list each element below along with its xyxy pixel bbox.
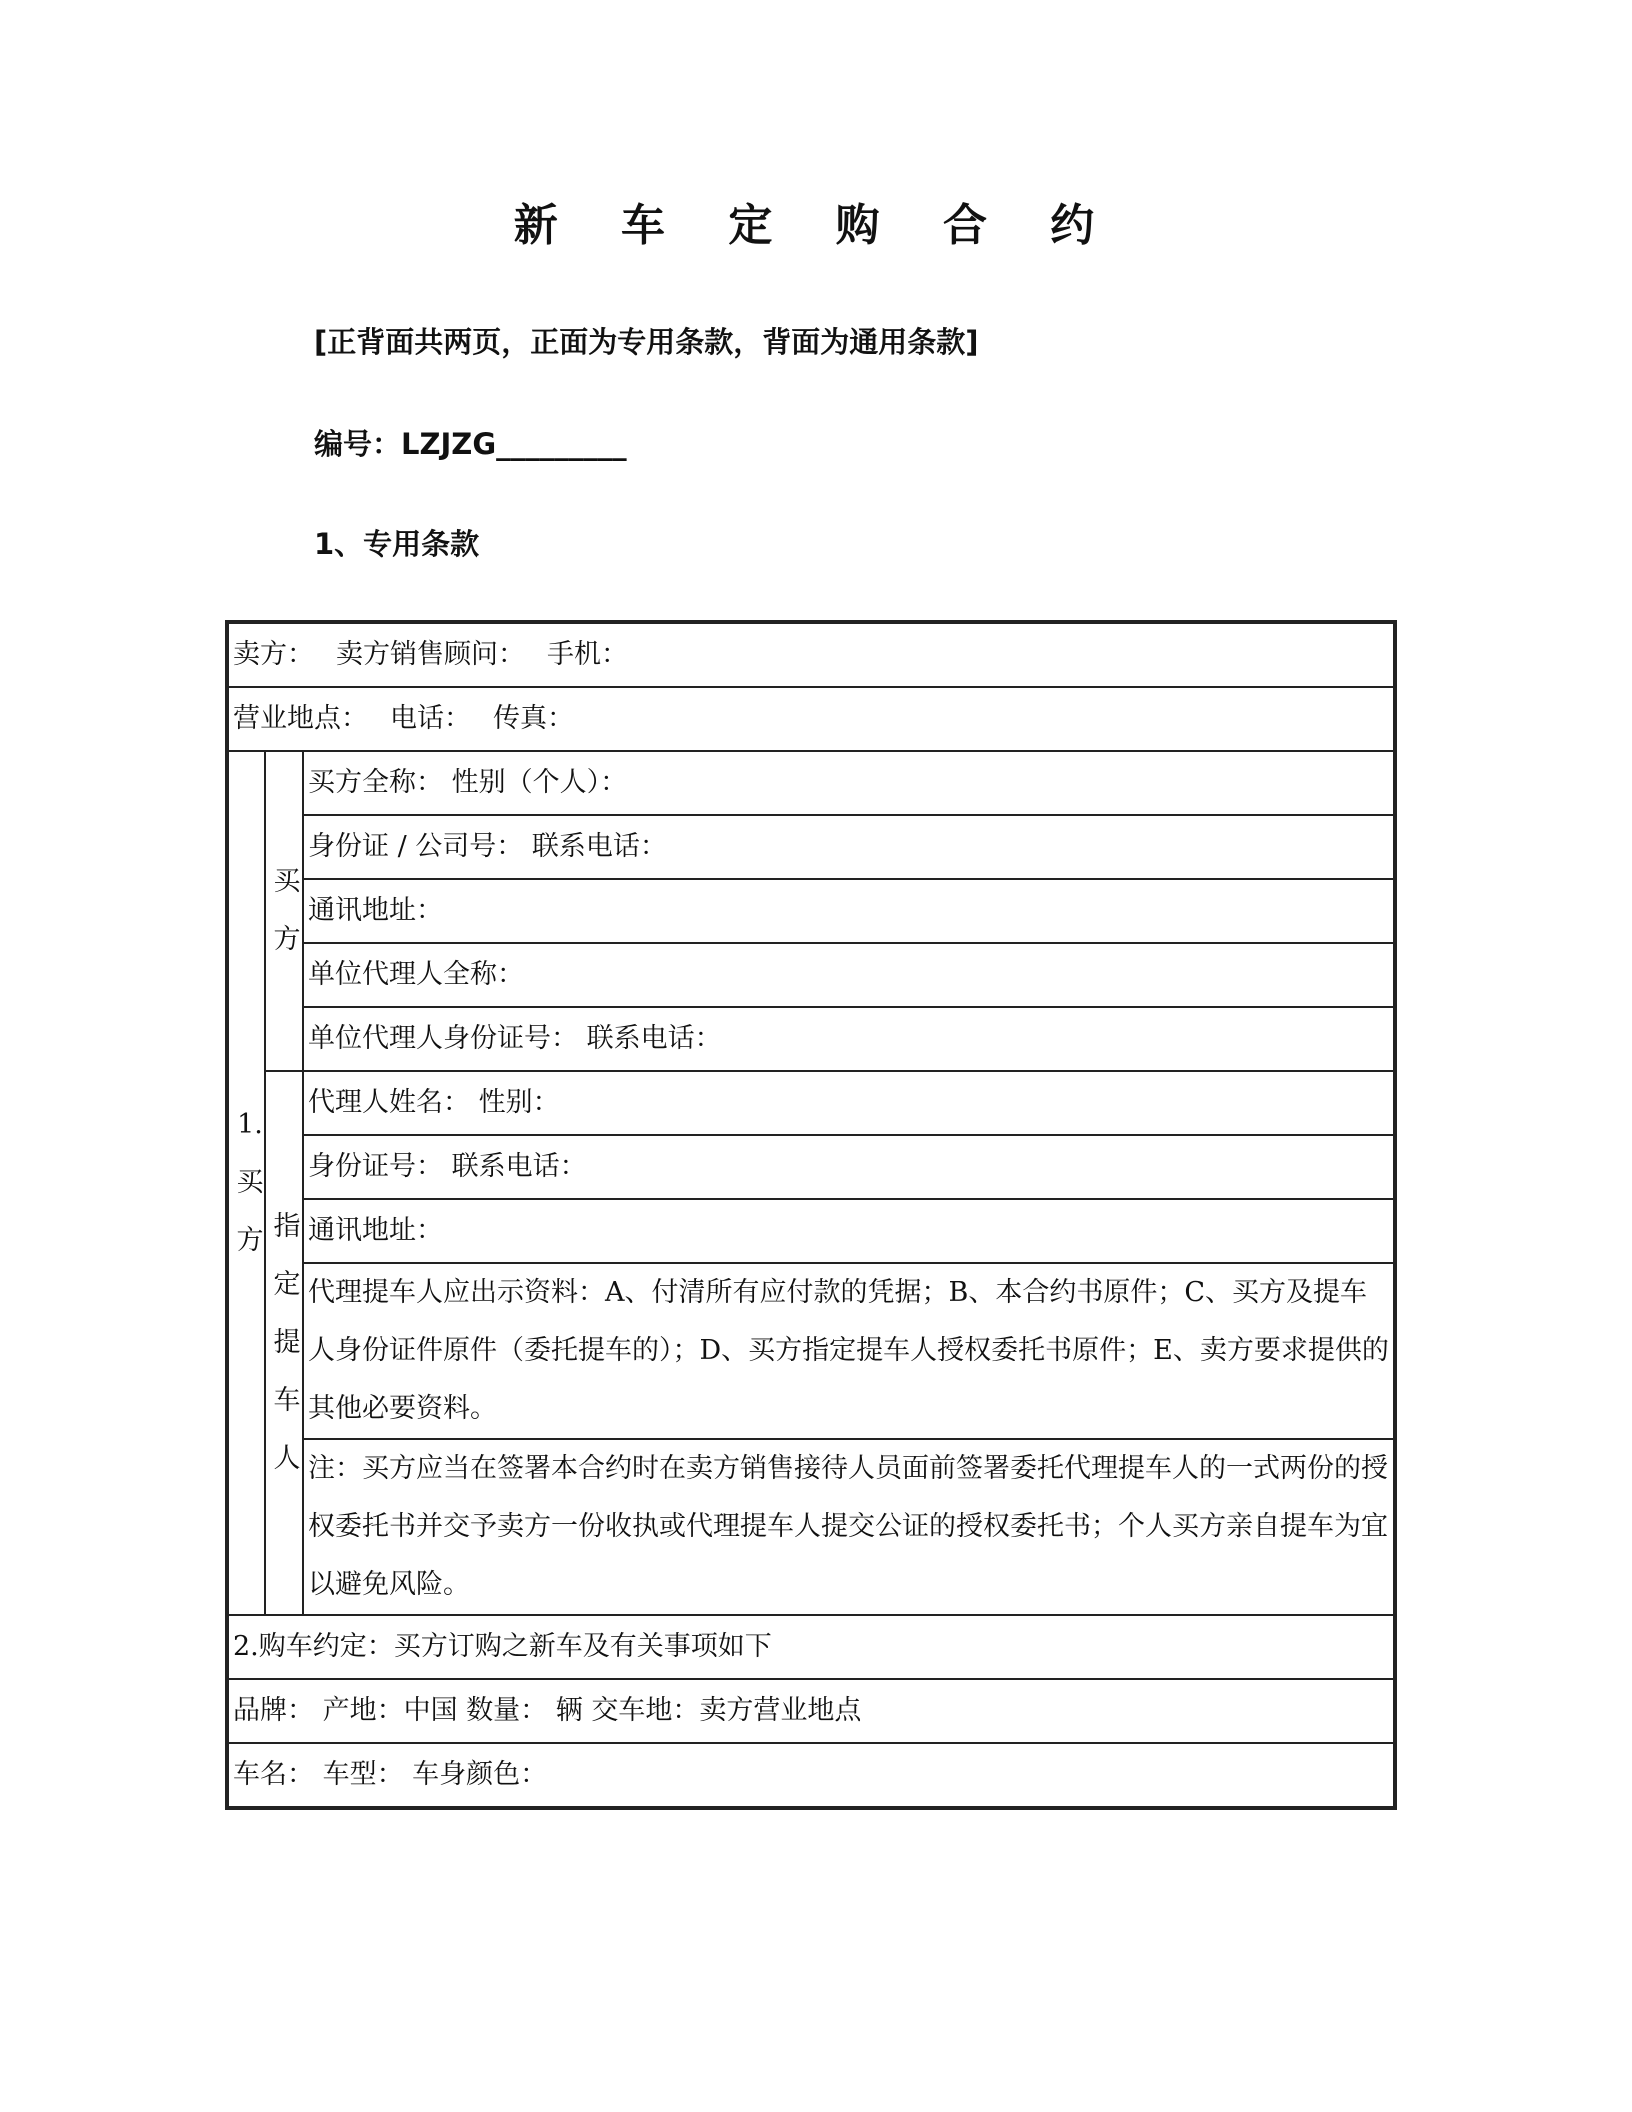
agent-documents-cell: 代理提车人应出示资料：A、付清所有应付款的凭据；B、本合约书原件；C、买方及提车人身份证件原件（委托提车的）；D、买方指定提车人授权委托书原件；E、卖方要求提供的其他必要资料。 [303, 1263, 1395, 1439]
agent-row [227, 1439, 1395, 1615]
brand-row [227, 1679, 1395, 1743]
brand-cell: 品牌： 产地：中国 数量： 辆 交车地：卖方营业地点 [227, 1679, 1395, 1743]
purchase-heading-cell: 2.购车约定：买方订购之新车及有关事项如下 [227, 1615, 1395, 1679]
buyer-label [265, 751, 303, 1071]
car-row [227, 1743, 1395, 1808]
agent-notice-cell: 注：买方应当在签署本合约时在卖方销售接待人员面前签署委托代理提车人的一式两份的授权委托书并交予卖方一份收执或代理提车人提交公证的授权委托书；个人买方亲自提车为宜以避免风险。 [303, 1439, 1395, 1615]
seller-label: 卖方： [233, 639, 314, 670]
location-cell [227, 687, 1395, 751]
car-cell: 车名： 车型： 车身颜色： [227, 1743, 1395, 1808]
buyer-name-cell: 买方全称： 性别（个人）： [303, 751, 1395, 815]
buyer-label-text: 买方 [273, 866, 301, 955]
buyer-row [227, 751, 1395, 815]
sales-consultant-label: 卖方销售顾问： [336, 639, 525, 670]
agent-row [227, 1199, 1395, 1263]
document-title: 新 车 定 购 合 约 [513, 200, 1119, 251]
agent-row [227, 1071, 1395, 1135]
buyer-row [227, 815, 1395, 879]
contract-number: 编号：LZJZG_________ [314, 427, 627, 461]
buyer-agent-name-cell: 单位代理人全称： [303, 943, 1395, 1007]
agent-address-cell: 通讯地址： [303, 1199, 1395, 1263]
buyer-address-cell: 通讯地址： [303, 879, 1395, 943]
agent-id-cell: 身份证号： 联系电话： [303, 1135, 1395, 1199]
fax-label: 传真： [493, 703, 574, 734]
buyer-agent-id-cell: 单位代理人身份证号： 联系电话： [303, 1007, 1395, 1071]
buyer-group-text: 1.买方 [236, 1109, 264, 1256]
business-location-label: 营业地点： [233, 703, 368, 734]
designated-pickup-text: 指定提车人 [273, 1211, 301, 1474]
contract-table [225, 620, 1397, 1810]
purchase-heading-row [227, 1615, 1395, 1679]
section-heading: 1、专用条款 [314, 527, 480, 561]
mobile-label: 手机： [547, 639, 628, 670]
agent-row [227, 1263, 1395, 1439]
location-row [227, 687, 1395, 751]
seller-cell [227, 622, 1395, 687]
agent-row [227, 1135, 1395, 1199]
phone-label: 电话： [390, 703, 471, 734]
seller-row [227, 622, 1395, 687]
buyer-row [227, 879, 1395, 943]
page-note: [正背面共两页，正面为专用条款，背面为通用条款] [314, 325, 979, 359]
buyer-id-cell: 身份证 / 公司号： 联系电话： [303, 815, 1395, 879]
designated-pickup-label [265, 1071, 303, 1615]
buyer-group-label [227, 751, 265, 1615]
buyer-row [227, 943, 1395, 1007]
buyer-row [227, 1007, 1395, 1071]
agent-name-cell: 代理人姓名： 性别： [303, 1071, 1395, 1135]
